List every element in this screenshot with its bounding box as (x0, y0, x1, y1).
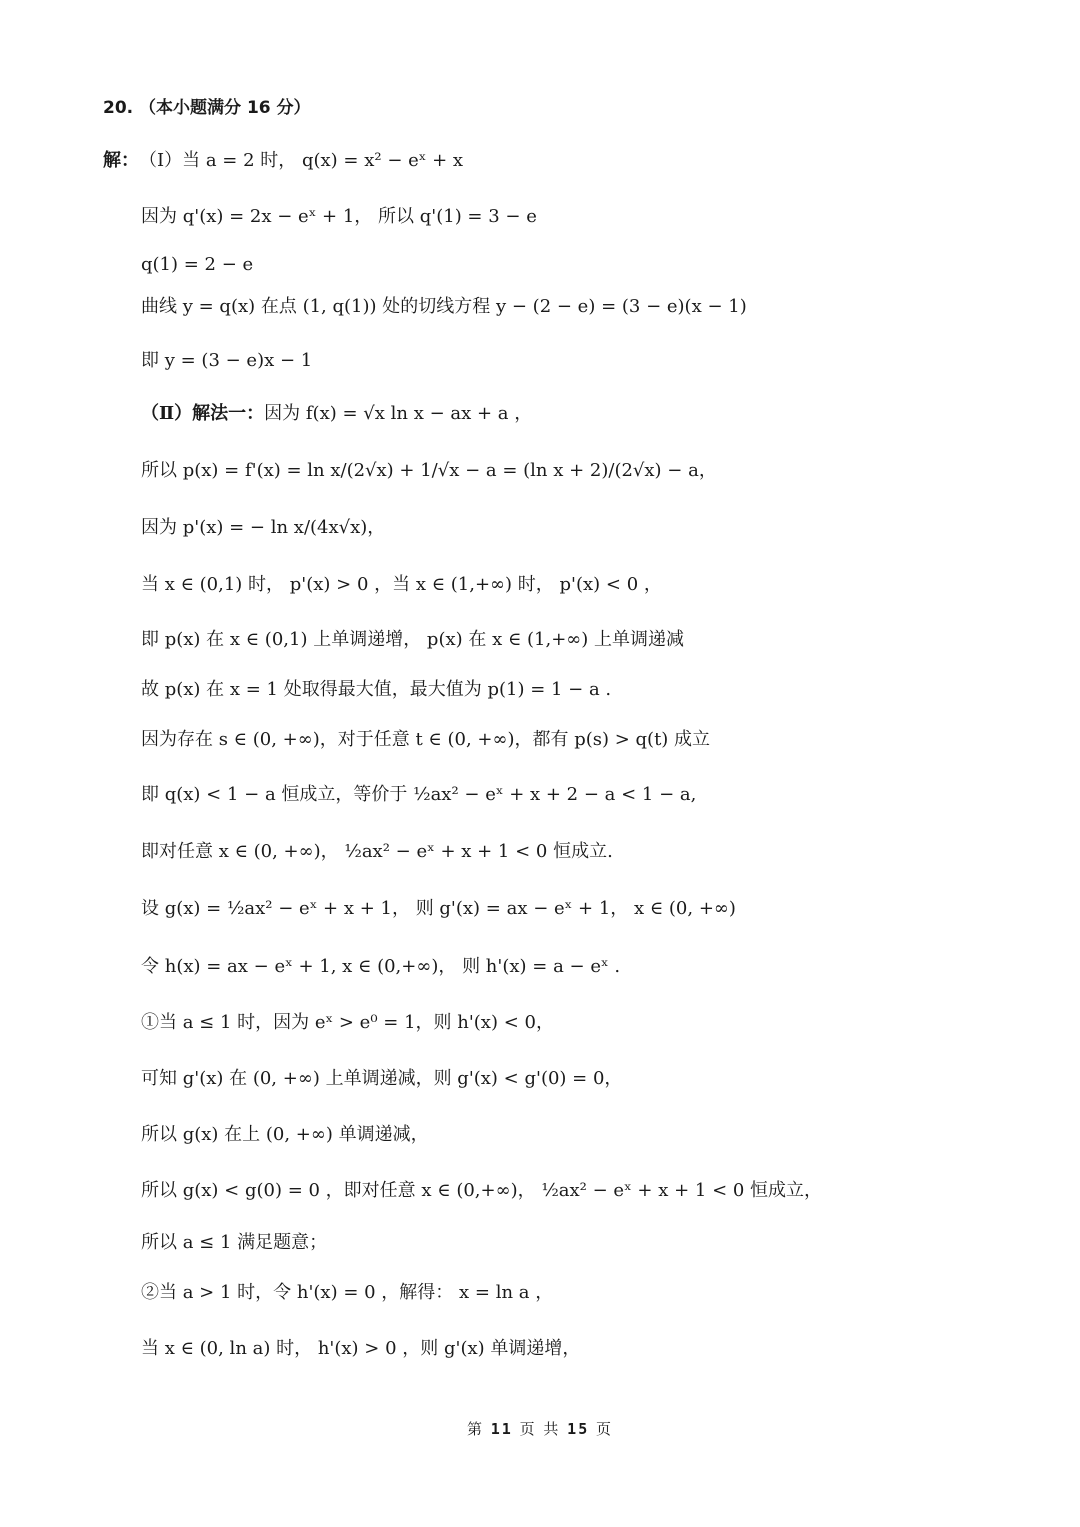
solution-line-18: 可知 g'(x) 在 (0, +∞) 上单调递减，则 g'(x) < g'(0) = 0， (141, 1068, 623, 1089)
current-page-number: 11 (490, 1420, 513, 1438)
solution-line-10: 即 p(x) 在 x ∈ (0,1) 上单调递增， p(x) 在 x ∈ (1,+∞) 上单调递减 (141, 629, 685, 650)
solution-line-6 (141, 403, 532, 425)
line-text: （Ⅰ）当 a = 2 时， q(x) = x² − eˣ + x (139, 150, 464, 171)
solution-line-4: 曲线 y = q(x) 在点 (1, q(1)) 处的切线方程 y − (2 − e) = (3 − e)(x − 1) (141, 296, 747, 317)
method-label: （Ⅱ）解法一： (141, 403, 265, 424)
solution-line-22: ②当 a > 1 时，令 h'(x) = 0 ，解得： x = ln a ， (141, 1282, 554, 1303)
solution-line-16: 令 h(x) = ax − eˣ + 1, x ∈ (0,+∞)， 则 h'(x) = a − eˣ . (141, 956, 621, 977)
line-text: 因为 f(x) = √x ln x − ax + a ， (264, 403, 533, 424)
solution-line-15: 设 g(x) = ½ax² − eˣ + x + 1， 则 g'(x) = ax − eˣ + 1， x ∈ (0, +∞) (141, 898, 736, 919)
solution-line-8: 因为 p'(x) = − ln x/(4x√x)， (141, 517, 386, 538)
solution-line-13: 即 q(x) < 1 − a 恒成立，等价于 ½ax² − eˣ + x + 2 − a < 1 − a, (141, 784, 697, 805)
solution-line-11: 故 p(x) 在 x = 1 处取得最大值，最大值为 p(1) = 1 − a . (141, 679, 612, 700)
solution-line-21: 所以 a ≤ 1 满足题意； (141, 1232, 328, 1253)
solution-line-3: q(1) = 2 − e (141, 254, 254, 275)
page-footer (0, 1418, 1080, 1439)
solution-line-5: 即 y = (3 − e)x − 1 (141, 350, 313, 371)
footer-mid: 页 共 (519, 1420, 561, 1438)
solution-line-23: 当 x ∈ (0, ln a) 时， h'(x) > 0 ，则 g'(x) 单调递增， (141, 1338, 581, 1359)
solution-line-19: 所以 g(x) 在上 (0, +∞) 单调递减， (141, 1124, 429, 1145)
solution-line-9: 当 x ∈ (0,1) 时， p'(x) > 0 ，当 x ∈ (1,+∞) 时， p'(x) < 0 ， (141, 574, 662, 595)
solution-line-17: ①当 a ≤ 1 时，因为 eˣ > e⁰ = 1，则 h'(x) < 0， (141, 1012, 554, 1033)
footer-suffix: 页 (596, 1420, 614, 1438)
problem-header: 20. （本小题满分 16 分） (103, 98, 311, 118)
solution-line-2: 因为 q'(x) = 2x − eˣ + 1， 所以 q'(1) = 3 − e (141, 206, 537, 227)
solution-line-7: 所以 p(x) = f'(x) = ln x/(2√x) + 1/√x − a = (ln x + 2)/(2√x) − a， (141, 460, 717, 481)
total-page-number: 15 (567, 1420, 590, 1438)
solution-line-1 (103, 150, 463, 172)
solution-label: 解： (103, 150, 139, 171)
footer-prefix: 第 (466, 1420, 484, 1438)
solution-line-12: 因为存在 s ∈ (0, +∞)，对于任意 t ∈ (0, +∞)，都有 p(s) > q(t) 成立 (141, 729, 711, 750)
solution-line-20: 所以 g(x) < g(0) = 0 ，即对任意 x ∈ (0,+∞)， ½ax² − eˣ + x + 1 < 0 恒成立， (141, 1180, 823, 1201)
solution-line-14: 即对任意 x ∈ (0, +∞)， ½ax² − eˣ + x + 1 < 0 恒成立. (141, 841, 613, 862)
